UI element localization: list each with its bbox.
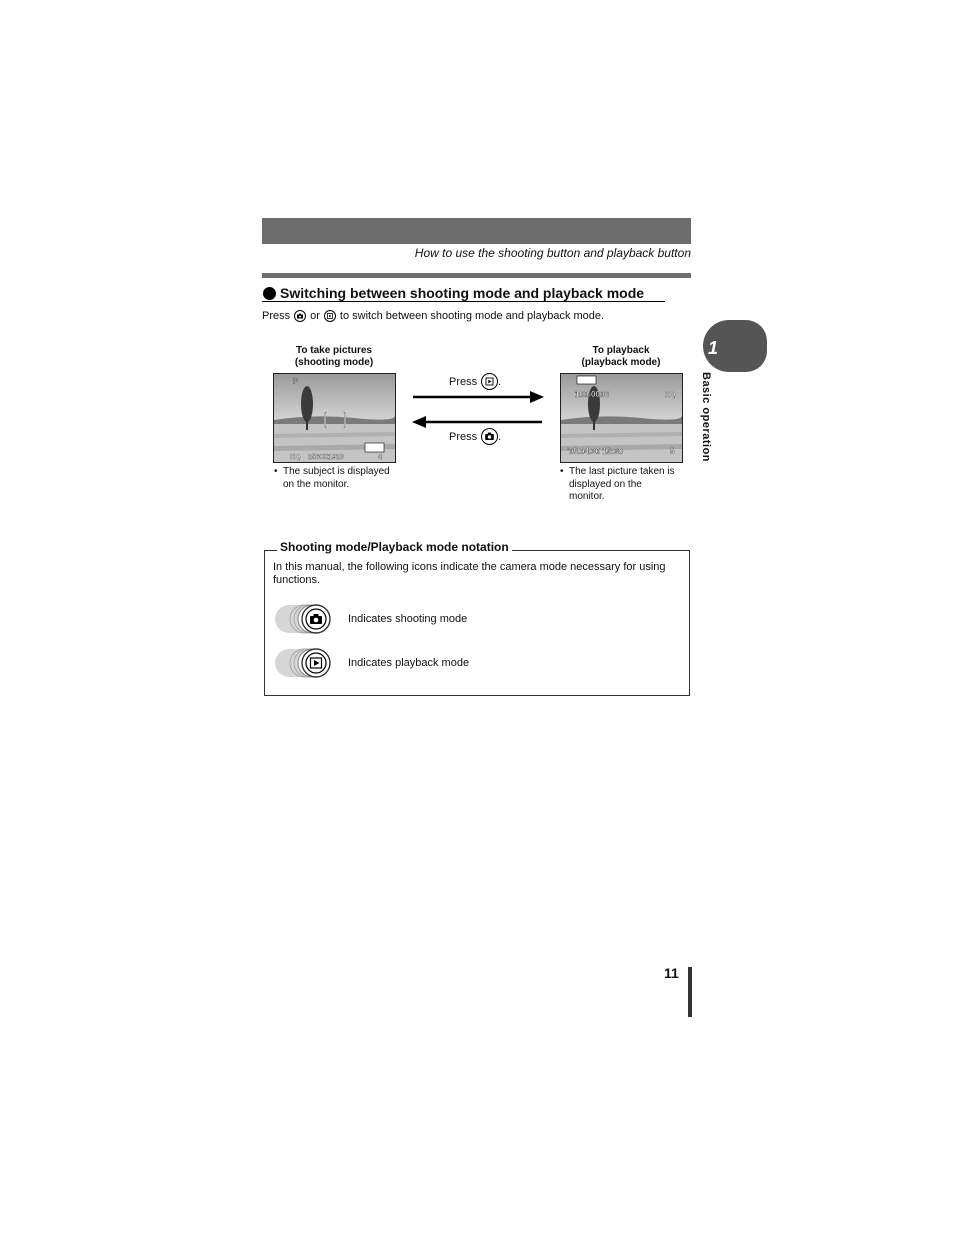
bullet-dot-icon xyxy=(263,287,276,300)
shooting-mode-icon xyxy=(274,604,336,634)
quality-indicator: HQ xyxy=(290,454,301,461)
playback-monitor-image xyxy=(560,373,683,463)
playback-mode-label: Indicates playback mode xyxy=(348,657,470,669)
shooting-mode-caption: To take pictures (shooting mode) xyxy=(294,345,374,368)
page-number-bar xyxy=(688,967,692,1017)
shooting-mode-indicator: P xyxy=(293,377,299,386)
memory-icon xyxy=(365,443,384,452)
shooting-note: • The subject is displayed on the monitor. xyxy=(274,466,390,490)
notation-box-title: Shooting mode/Playback mode notation xyxy=(277,540,512,554)
file-number: 100-0006 xyxy=(575,390,609,399)
press-playback-label: Press . xyxy=(449,373,501,390)
header-bar xyxy=(262,218,691,244)
shooting-button-icon xyxy=(481,428,498,445)
frame-number: 5 xyxy=(670,447,675,456)
notation-box-text: In this manual, the following icons indicate the camera mode necessary for using functions. xyxy=(273,561,666,586)
intro-text: Press or to switch between shooting mode and playback mode. xyxy=(262,310,605,322)
shots-remaining: 4 xyxy=(378,454,382,461)
playback-mode-row xyxy=(274,648,469,678)
header-rule xyxy=(262,273,691,278)
shooting-monitor-image xyxy=(273,373,396,463)
memory-icon xyxy=(577,376,596,384)
shooting-button-icon xyxy=(294,310,306,322)
chapter-label: Basic operation xyxy=(700,372,712,463)
section-heading xyxy=(263,285,644,301)
section-title: Switching between shooting mode and playback mode xyxy=(280,285,645,301)
playback-mode-icon xyxy=(274,648,336,678)
section-underline xyxy=(262,301,665,302)
resolution-indicator: 2560X1920 xyxy=(308,454,344,461)
playback-mode-caption: To playback (playback mode) xyxy=(581,345,661,368)
mode-switch-arrows xyxy=(410,388,546,428)
page-subtitle: How to use the shooting button and playback button xyxy=(414,246,691,260)
date-time: '05.04.30 15:30 xyxy=(567,447,623,456)
chapter-number: 1 xyxy=(708,338,719,358)
arrow-right-icon xyxy=(530,391,544,403)
playback-note: • The last picture taken is displayed on the monitor. xyxy=(560,466,675,502)
press-shooting-label: Press . xyxy=(449,428,501,445)
playback-button-icon xyxy=(324,310,336,322)
playback-quality: HQ xyxy=(665,392,676,399)
shooting-mode-label: Indicates shooting mode xyxy=(348,613,468,625)
shooting-mode-row xyxy=(274,604,467,634)
arrow-left-icon xyxy=(412,416,426,428)
page-number: 11 xyxy=(664,965,679,981)
